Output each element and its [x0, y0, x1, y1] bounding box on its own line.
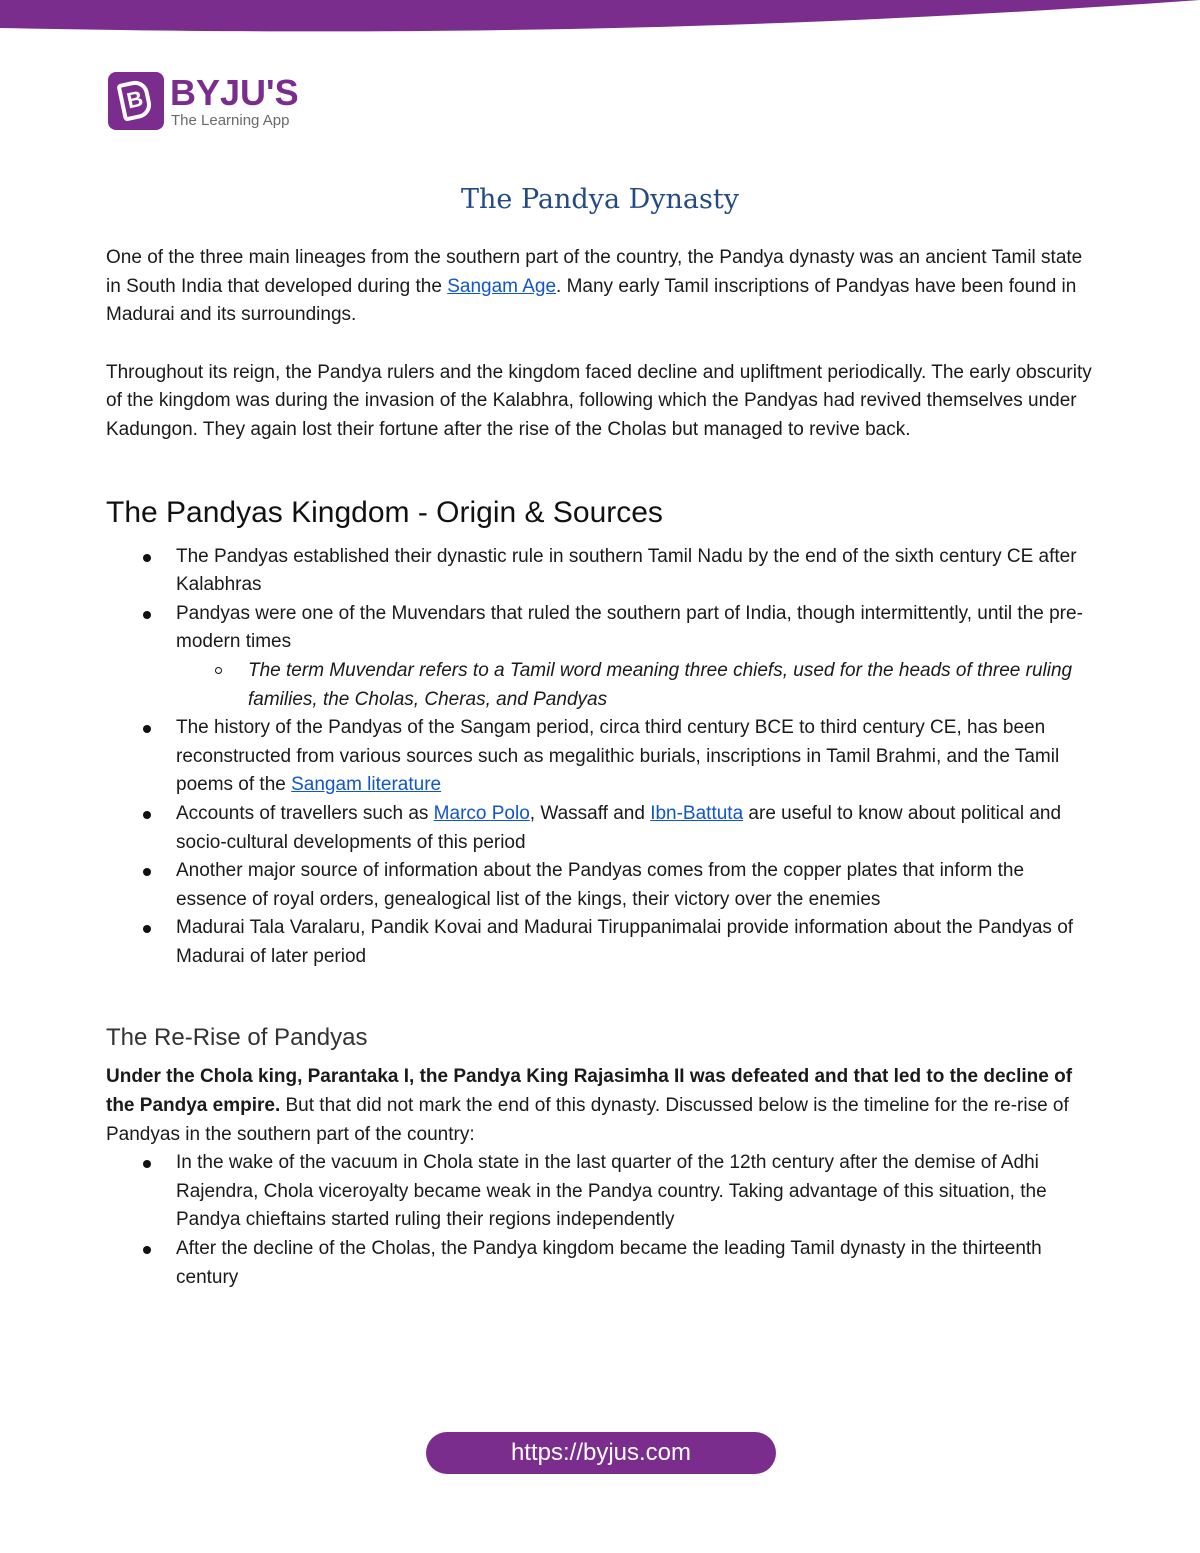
list-item — [176, 714, 1096, 800]
intro-text-after: . Many early Tamil inscriptions of Pandyas have been found in Madurai and its surroundings. — [106, 275, 1077, 326]
rerise-bold-text: Under the Chola king, Parantaka I, the Pandya King Rajasimha II was defeated and that led to the decline of the Pandya empire. — [106, 1066, 1073, 1117]
list-item-text: Pandyas were one of the Muvendars that ruled the southern part of India, though intermittently, until the pre-modern times — [176, 602, 1083, 653]
document-body — [106, 244, 1096, 1292]
byjus-logo-mark — [108, 72, 164, 130]
logo-mark-letter: B — [116, 78, 153, 121]
list-item: Madurai Tala Varalaru, Pandik Kovai and Madurai Tiruppanimalai provide information about the Pandyas of Madurai of later period — [176, 914, 1096, 971]
origin-sublist — [176, 657, 1096, 714]
intro-text: One of the three main lineages from the southern part of the country, the Pandya dynasty was an ancient Tamil state in South India that developed during the — [106, 247, 1083, 297]
sangam-literature-link[interactable]: Sangam literature — [291, 774, 442, 796]
marco-polo-link[interactable]: Marco Polo — [433, 802, 530, 824]
byjus-logo — [108, 72, 318, 132]
list-item: In the wake of the vacuum in Chola state in the last quarter of the 12th century after the demise of Adhi Rajendra, Chola viceroyalty became weak in the Pandya country. Taking advantage of this situation, the Pandya chieftains started ruling their regions independently — [176, 1149, 1096, 1235]
list-item — [176, 800, 1096, 857]
sub-list-item: The term Muvendar refers to a Tamil word meaning three chiefs, used for the heads of three ruling families, the Cholas, Cheras, and Pandyas — [248, 657, 1096, 714]
list-item-text: The history of the Pandyas of the Sangam period, circa third century BCE to third century CE, has been reconstructed from various sources such as megalithic burials, inscriptions in Tamil Brahmi, and the Tamil poems of the — [176, 717, 1060, 796]
list-item: After the decline of the Cholas, the Pandya kingdom became the leading Tamil dynasty in the thirteenth century — [176, 1235, 1096, 1292]
rerise-text: But that did not mark the end of this dynasty. Discussed below is the timeline for the re-rise of Pandyas in the southern part of the country: — [106, 1095, 1069, 1145]
list-item: The Pandyas established their dynastic rule in southern Tamil Nadu by the end of the sixth century CE after Kalabhras — [176, 543, 1096, 600]
intro-paragraph-1 — [106, 244, 1096, 330]
origin-heading: The Pandyas Kingdom - Origin & Sources — [106, 495, 663, 529]
list-item — [176, 600, 1096, 714]
top-purple-band — [0, 0, 1200, 48]
intro-paragraph-2: Throughout its reign, the Pandya rulers and the kingdom faced decline and upliftment periodically. The early obscurity of the kingdom was during the invasion of the Kalabhra, following which the Pandyas had revived themselves under Kadungon. They again lost their fortune after the rise of the Cholas but managed to revive back. — [106, 361, 1092, 440]
list-item: Another major source of information about the Pandyas comes from the copper plates that inform the essence of royal orders, genealogical list of the kings, their victory over the enemies — [176, 857, 1096, 914]
rerise-paragraph — [106, 1063, 1096, 1149]
origin-list — [106, 543, 1096, 972]
list-item-text: Accounts of travellers such as — [176, 802, 434, 824]
sangam-age-link[interactable]: Sangam Age — [447, 275, 557, 297]
footer-url-badge[interactable]: https://byjus.com — [426, 1432, 776, 1474]
rerise-list — [106, 1149, 1096, 1292]
logo-name: BYJU'S — [170, 72, 299, 113]
logo-tagline: The Learning App — [171, 112, 290, 129]
rerise-heading: The Re-Rise of Pandyas — [106, 1024, 368, 1052]
ibn-battuta-link[interactable]: Ibn-Battuta — [650, 802, 744, 824]
list-item-text: , Wassaff and — [529, 802, 651, 824]
document-title: The Pandya Dynasty — [461, 184, 739, 215]
list-item-text: are useful to know about political and socio-cultural developments of this period — [176, 802, 1062, 853]
